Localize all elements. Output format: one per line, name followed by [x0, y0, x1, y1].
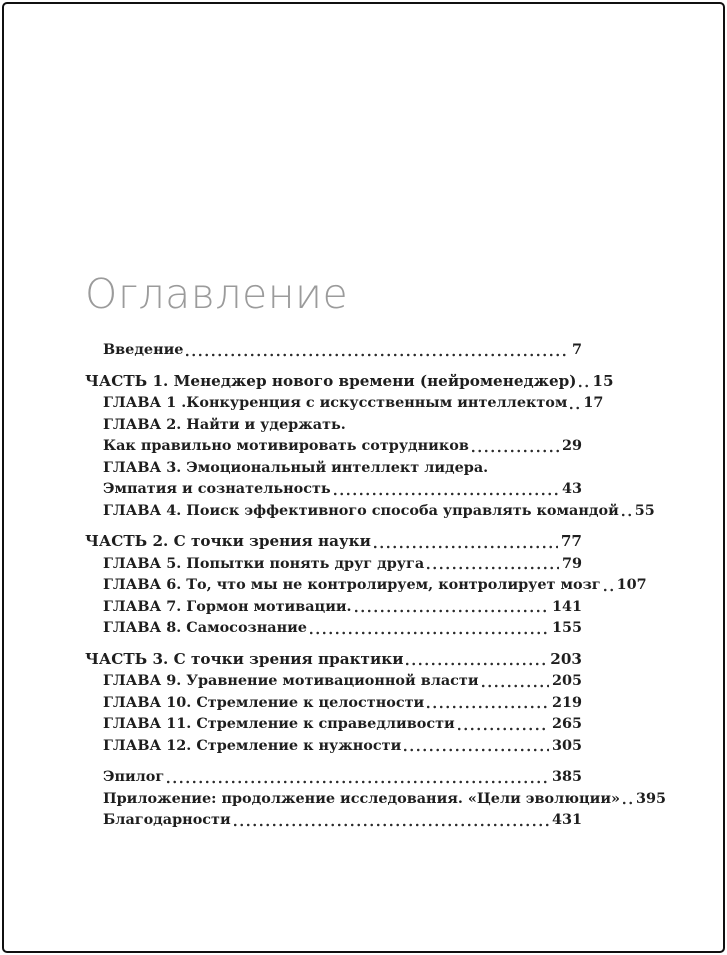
toc-entry — [85, 392, 604, 414]
toc-entry — [85, 435, 582, 457]
toc-entry-page: 431 — [551, 811, 582, 829]
toc-entry-label: ГЛАВА 11. Стремление к справедливости — [103, 715, 455, 733]
toc-entry-page: 29 — [561, 437, 582, 455]
toc-entry-page: 15 — [592, 371, 614, 390]
toc-entry-label: Эпилог — [103, 768, 165, 786]
toc-entry-label: ГЛАВА 6. То, что мы не контролируем, контролирует мозг — [103, 576, 601, 594]
toc-entry — [85, 371, 614, 393]
toc-entry — [85, 596, 582, 618]
toc-entry-label: ГЛАВА 8. Самосознание — [103, 619, 307, 637]
dot-leader — [579, 384, 589, 388]
toc-entry-label: ГЛАВА 7. Гормон мотивации. — [103, 597, 352, 615]
page-title: Оглавление — [85, 270, 349, 318]
toc-entry-page: 107 — [616, 576, 647, 594]
toc-entry-label: ГЛАВА 10. Стремление к целостности — [103, 693, 425, 711]
dot-leader — [374, 545, 558, 549]
toc-entry — [85, 670, 582, 692]
toc-list — [85, 339, 667, 831]
toc-entry — [85, 809, 582, 831]
toc-entry — [85, 478, 582, 500]
toc-entry-label: ГЛАВА 9. Уравнение мотивационной власти — [103, 672, 479, 690]
dot-leader — [604, 588, 614, 592]
dot-leader — [623, 801, 633, 805]
toc-entry — [85, 553, 582, 575]
dot-leader — [427, 566, 559, 570]
toc-entry — [85, 457, 582, 479]
toc-entry-page: 395 — [636, 789, 667, 807]
dot-leader — [404, 748, 549, 752]
dot-leader — [334, 492, 559, 496]
toc-entry — [85, 617, 582, 639]
toc-entry-page: 203 — [550, 649, 582, 668]
toc-entry — [85, 713, 582, 735]
dot-leader — [186, 353, 569, 357]
dot-leader — [355, 609, 549, 613]
toc-entry-label: Приложение: продолжение исследования. «Цели эволюции» — [103, 789, 621, 807]
dot-leader — [234, 823, 549, 827]
dot-leader — [458, 727, 549, 731]
toc-entry-page: 219 — [551, 693, 582, 711]
toc-entry-page: 155 — [551, 619, 582, 637]
toc-entry — [85, 735, 582, 757]
toc-entry-page: 17 — [583, 394, 604, 412]
toc-entry — [85, 339, 582, 361]
toc-entry-label: ГЛАВА 5. Попытки понять друг друга — [103, 554, 425, 572]
toc-entry-label: ЧАСТЬ 3. С точки зрения практики — [85, 649, 404, 668]
toc-entry-page: 55 — [634, 501, 655, 519]
toc-entry-page: 265 — [551, 715, 582, 733]
toc-entry-label: Благодарности — [103, 811, 231, 829]
toc-entry-page: 205 — [551, 672, 582, 690]
dot-leader — [472, 449, 559, 453]
toc-entry — [85, 766, 582, 788]
toc-entry-page: 77 — [560, 532, 582, 551]
toc-entry-page: 43 — [561, 480, 582, 498]
toc-entry — [85, 531, 582, 553]
toc-entry-label: Эмпатия и сознательность — [103, 480, 331, 498]
toc-entry — [85, 500, 655, 522]
dot-leader — [482, 684, 549, 688]
toc-entry — [85, 692, 582, 714]
toc-entry-label: ЧАСТЬ 2. С точки зрения науки — [85, 532, 371, 551]
toc-entry-label: ГЛАВА 12. Стремление к нужности — [103, 736, 402, 754]
toc-entry-page: 385 — [551, 768, 582, 786]
toc-entry-page: 305 — [551, 736, 582, 754]
toc-entry-label: ЧАСТЬ 1. Менеджер нового времени (нейроменеджер) — [85, 371, 577, 390]
toc-entry-label: ГЛАВА 3. Эмоциональный интеллект лидера. — [103, 458, 489, 476]
dot-leader — [167, 780, 549, 784]
toc-entry — [85, 649, 582, 671]
toc-entry-label: ГЛАВА 2. Найти и удержать. — [103, 415, 346, 433]
toc-entry-page: 7 — [571, 341, 582, 359]
toc-entry-page: 79 — [561, 554, 582, 572]
toc-entry — [85, 574, 647, 596]
toc-entry-label: ГЛАВА 4. Поиск эффективного способа управлять командой — [103, 501, 619, 519]
toc-page — [85, 0, 667, 831]
toc-entry — [85, 788, 667, 810]
dot-leader — [310, 631, 549, 635]
toc-entry-label: Введение — [103, 341, 184, 359]
toc-entry-label: ГЛАВА 1 .Конкуренция с искусственным интеллектом — [103, 394, 568, 412]
dot-leader — [427, 705, 549, 709]
toc-entry — [85, 414, 582, 436]
dot-leader — [622, 513, 632, 517]
dot-leader — [570, 406, 580, 410]
toc-entry-page: 141 — [551, 597, 582, 615]
toc-entry-label: Как правильно мотивировать сотрудников — [103, 437, 469, 455]
dot-leader — [406, 662, 547, 666]
